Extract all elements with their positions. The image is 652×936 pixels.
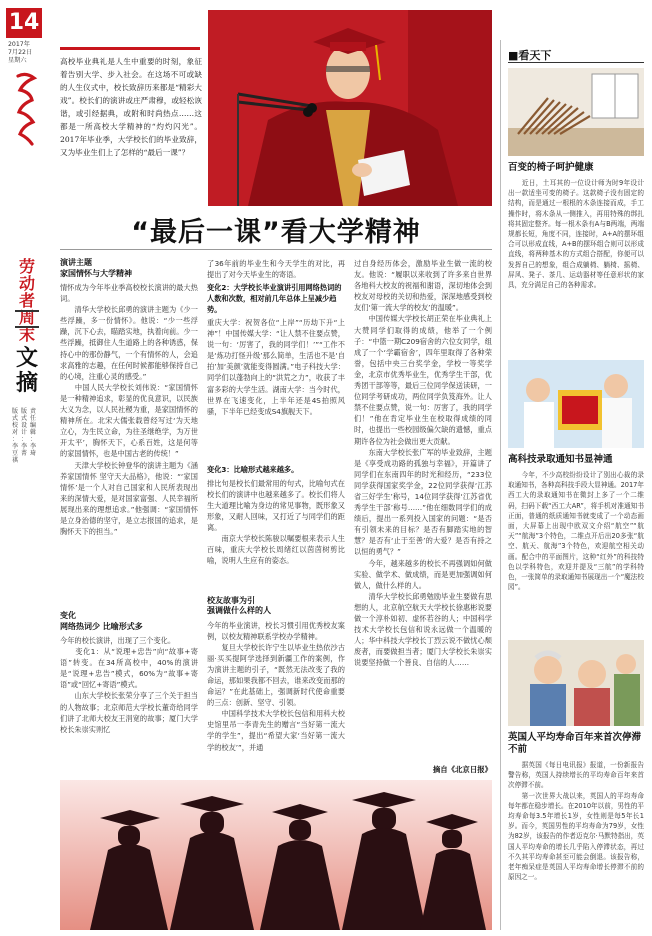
col1-body-1: 情怀成为今年毕业季高校校长演讲的最大热词。 清华大学校长邱勇的演讲主题为《少一些浮躁，多一份情怀》。他说：“少一些浮躁，沉下心去，瞄踏实地，执着向前。少一些浮躁，抵御住人生道路上的各种诱惑，保持心中的那份静气，一个有情怀的人，会追求高雅的志趣，在任何时候都能够保持自己的心境，注重心灵的感受。” 中国人民大学校长刘伟说：“家国情怀是一种精神追求，彰显的优良意识，以民族大义为念，以人民社稷为重，是家国情怀的精神所在。北宋大儒张载曾经写过‘为天地立心，为生民立命，为往圣继绝学，为万世开太平’，胸怀天下，心系百姓，这是何等的家国情怀，也是中国古老的传统！” 天津大学校长钟登华的演讲主题为《涵养家国情怀 坚守天大品格》，他说：“‘家国情怀’是一个人对自己国家和人民所表现出来的深情大爱，是对国家富强、人民幸福所展现出来的理想追求。”他强调：“家国情怀是立身治德的坚守，是立志报国的追求，是胸怀天下的担当。” [60, 283, 198, 537]
page-number: 14 [6, 8, 42, 38]
subhead-change2: 变化2：大学校长毕业演讲引用网络热词的人数和次数，相对前几年总体上呈减少趋势。 [207, 283, 342, 314]
subhead-change: 变化 [60, 611, 76, 620]
story1-title: 百变的椅子呵护健康 [508, 162, 594, 173]
elderly-people-photo [508, 640, 644, 726]
col1-body-2: 今年的校长演讲，出现了三个变化。 变化1：从“说理+忠告”向“故事+寄语”转变。在34所高校中，40%的演讲是“说理+忠告”模式，60%为“故事+寄语”或“回忆+寄语”模式。 山东大学校长张荣分享了三个关于担当的人物故事；北京师范大学校长董奇给同学们讲了北师大校友王涓宽的故事；厦门大学校长朱崇实则忆 [60, 636, 198, 734]
col2-body-3: 排比句是校长们最常用的句式，比喻句式在校长们的演讲中也越来越多了。校长们将人生大道理比喻为身边的常见事物，既形象又形象，又耐人回味，又打近了与同学们的距离。 南京大学校长陈骏以嘱要根来表示人生百味，重庆大学校长周绪红以茵茵树剪比喻，说明人生应有的姿态。 [207, 478, 345, 566]
date-day: 7月22日 [8, 49, 33, 56]
story2-title: 高科技录取通知书显神通 [508, 454, 613, 465]
graduates-illustration [60, 780, 492, 930]
elderly-illustration [508, 640, 644, 726]
col2-body-2: 重庆大学：祝贺各位“上岸”“历劫下升“上神”！中国传媒大学：“让人禁不住要点赞，说一句：‘厉害了，我的同学们！’”“工作不是‘炼功打怪升级’那么简单，生活也不是‘自拍’加‘美颜’就能变得圆满。”电子科技大学：同学们以蓬勃向上的“洪荒之力”，收获了丰富多彩的大学生活。湖南大学：当今时代，世界在飞速变化，上半年还是4S拍照风骚，下半年已经变成S4旗舰天下。 [207, 318, 345, 416]
graduates-silhouette-image [60, 780, 492, 930]
chair-illustration [508, 68, 644, 156]
speaker-illustration [208, 10, 492, 206]
story2-body: 今年，不少高校纷纷设计了别出心裁的录取通知书，各种高科技手段大显神通。2017年西工大的录取通知书在微封上多了一个二维码，扫码下载“西工大AR”，将手机对准通知书正面，普通的纸质通知书就变成了一个动态画面，大屏幕上出现中欧双文介绍“航空”“航天”“航海”3个特色，二维点开后出20多张“航空、航天、航海”3个特色，欢迎航空相关动画。配合中的平面图片，这种“红外”的科技特色以学科特色，欢迎并提及“三航”的学科特色，一张简单的录取通知书展现出一个“魔法校园”。 [508, 471, 644, 592]
column-2 [207, 258, 345, 786]
subhead-change-sub: 网络热词少 比喻形式多 [60, 621, 143, 631]
subhead-theme: 演讲主题 [60, 258, 92, 267]
subhead-change3: 变化3：比喻形式越来越多。 [207, 465, 299, 474]
story1-body: 近日，土耳其的一位设计师为时9年设计出一款适坐可变的椅子。这款椅子没有固定的结构，而是通过一根根的木条连接而成，手工操作时，将木条从一侧推入，再用特殊的绑扎将其固定整齐。每一根木条有A与B两端，两端规都长短，角度不同，连接时，A+A的摆环组合可以形成直线，A+B的摆环组合则可以形成直线，将两种基木的方式组合搭配，你便可以发挥自己的想象，组合成躺椅、躺椅、摇椅、屏风、凳子、茶几、运动器材等任意形状的家具，充分满足自己的各种需求。 [508, 179, 644, 290]
section-name: 劳动者周末 [18, 257, 35, 344]
editor-credits [12, 408, 48, 464]
column-3 [354, 258, 492, 760]
editor-chief: 责 任 编 辑 ： 李 琦 [30, 408, 37, 457]
column-divider [500, 40, 501, 930]
main-headline: “最后一课”看大学精神 [131, 217, 421, 248]
intro-paragraph: 高校毕业典礼是人生中重要的时刻，象征着告别大学、步入社会。在这场不可或缺的人生仪式中，校长致辞历来都是“精彩大戏”。校长们的演讲或庄严肃穆，或轻松诙谐，或引经据典，或附和时尚热点……这都是一所高校大学精神的“灼灼闪光”。2017年毕业季，大学校长们的毕业致辞，又为毕业生们上了怎样的“最后一课”？ [60, 57, 202, 157]
col2-body-4: 今年的毕业演讲，校长习惯引用优秀校友案例，以校友精神联系学校办学精神。 复旦大学校长许宁生以毕业生热依沙古丽·买买提阿学选择到新疆工作的案例，作为演讲主题的引子，“既然无法改变了我的命运，那如果我都不回去，谁来改变而那的命运？”在此基础上，强调新时代使命重要的三点：创新、坚守、引领。 中国科学技术大学校长包信和用科大校史馆里吊一李青先生的赠言“当好第一流大学的学生”，提出“希望大家‘当好第一流大学的校友’”，并通 [207, 620, 345, 752]
chair-photo [508, 68, 644, 156]
story3-title: 英国人平均寿命百年来首次停滞不前 [508, 732, 642, 755]
subhead-alumni-sub: 强调做什么样的人 [207, 606, 271, 615]
col3-body: 过自身经历体会，激励毕业生做一流的校友。他说：“履职以来收到了许多来自世界各地科大校友的祝福和谢语，深切地体会到校友对母校的关切和热爱，深深地感受到校友们‘第一流大学的校友’的温暖”。 中国传媒大学校长胡正荣在毕业典礼上大赞同学们取得的成绩，他举了一个例子：“中篮一期C209宿舍的六位女同学，组成了一个‘学霸宿舍’，四年里取得了各种荣誉，包括中央三台奖学金，学校一等奖学金，北京市优秀毕业生，优秀学生干部，优秀团干部等等，最后三位同学保送读研，一位同学考研成功，两位同学负笈海外。让人禁不住要点赞，说一句：厉害了，我的同学们！”他在肯定毕业生在校取得成绩的同时，也提出一些校园级偏欠缺的遗憾，重点期许各位为社会做出更大贡献。 东南大学校长张广军的毕业致辞，主题是《享受成功路的孤独与幸福》，开篇讲了同学们在东南四年的时光和经历，“233位同学获得国家奖学金，22位同学获得‘江苏省三好学生’称号，14位同学获得‘江苏省优秀学生干部’称号……”他在细数同学们的成绩后，提出一系列投入国家的问题：“是否有引领未来的目标？是否有脚踏实地的智慧？是否有‘止于至善’的大爱？是否有持之以恒的勇气？” 今年，越来越多的校长不再强调如何做实验、做学术、做成绩，而是更加强调如何做人，做什么样的人。 清华大学校长邱勇勉励毕业生要做有思想的人，北京航空航天大学校长徐惠彬说要做一个淳朴如初、虚怀若谷的人；中国科学技术大学校长包信和说永远做一个温暖的人；华中科技大学校长丁烈云说不做忧心颓废者，而要做担当者；厦门大学校长朱崇实说要坚持做一个善良、自信的人…… [354, 259, 492, 668]
right-section-rule [508, 62, 644, 63]
editor-proof: 版 式 校 对 ： 李 豆 祺 [12, 408, 19, 464]
subhead-theme-sub: 家国情怀与大学精神 [60, 268, 132, 278]
editor-design: 版 式 设 计 ： 李 菁 [21, 408, 28, 457]
story3-body: 据英国《每日电讯报》报道，一份新报告警告称，英国人持续增长的平均寿命百年来首次停滞不前。 第一次世界大战以来，英国人的平均寿命每年都在稳步增长。在2010年以前，男性的平均寿命每3.5年增长1岁，女性则是每5年长1岁。而今，英国男性的平均寿命为79岁，女性为82岁，该报告的作者迈克尔·马默特指出，英国人平均寿命的增长几乎陷入停滞状态，再过不久其平均寿命甚至可能会倒退。该报告称，老年痴呆症是英国人平均寿命增长停滞不前的原因之一。 [508, 761, 644, 882]
logo-script-icon [14, 70, 38, 150]
intro-rule [60, 47, 200, 50]
speaker-photo [208, 10, 492, 206]
col2-body-1: 了36年前的毕业生和今天学生的对比，再提出了对今天毕业生的寄语。 [207, 259, 345, 280]
admission-letter-photo [508, 360, 644, 448]
issue-date [8, 41, 32, 65]
section-divider [15, 310, 39, 328]
admission-illustration [508, 360, 644, 448]
source-credit: 摘自《北京日报》 [432, 765, 492, 774]
section-title: 文摘 [15, 346, 38, 396]
right-section-title: ■看天下 [508, 49, 552, 62]
column-1 [60, 258, 198, 765]
newspaper-logo [14, 70, 36, 154]
date-year: 2017年 [8, 41, 30, 48]
subhead-alumni: 校友故事为引 [207, 595, 255, 605]
headline-rule [60, 249, 492, 250]
date-weekday: 星期六 [8, 57, 27, 64]
